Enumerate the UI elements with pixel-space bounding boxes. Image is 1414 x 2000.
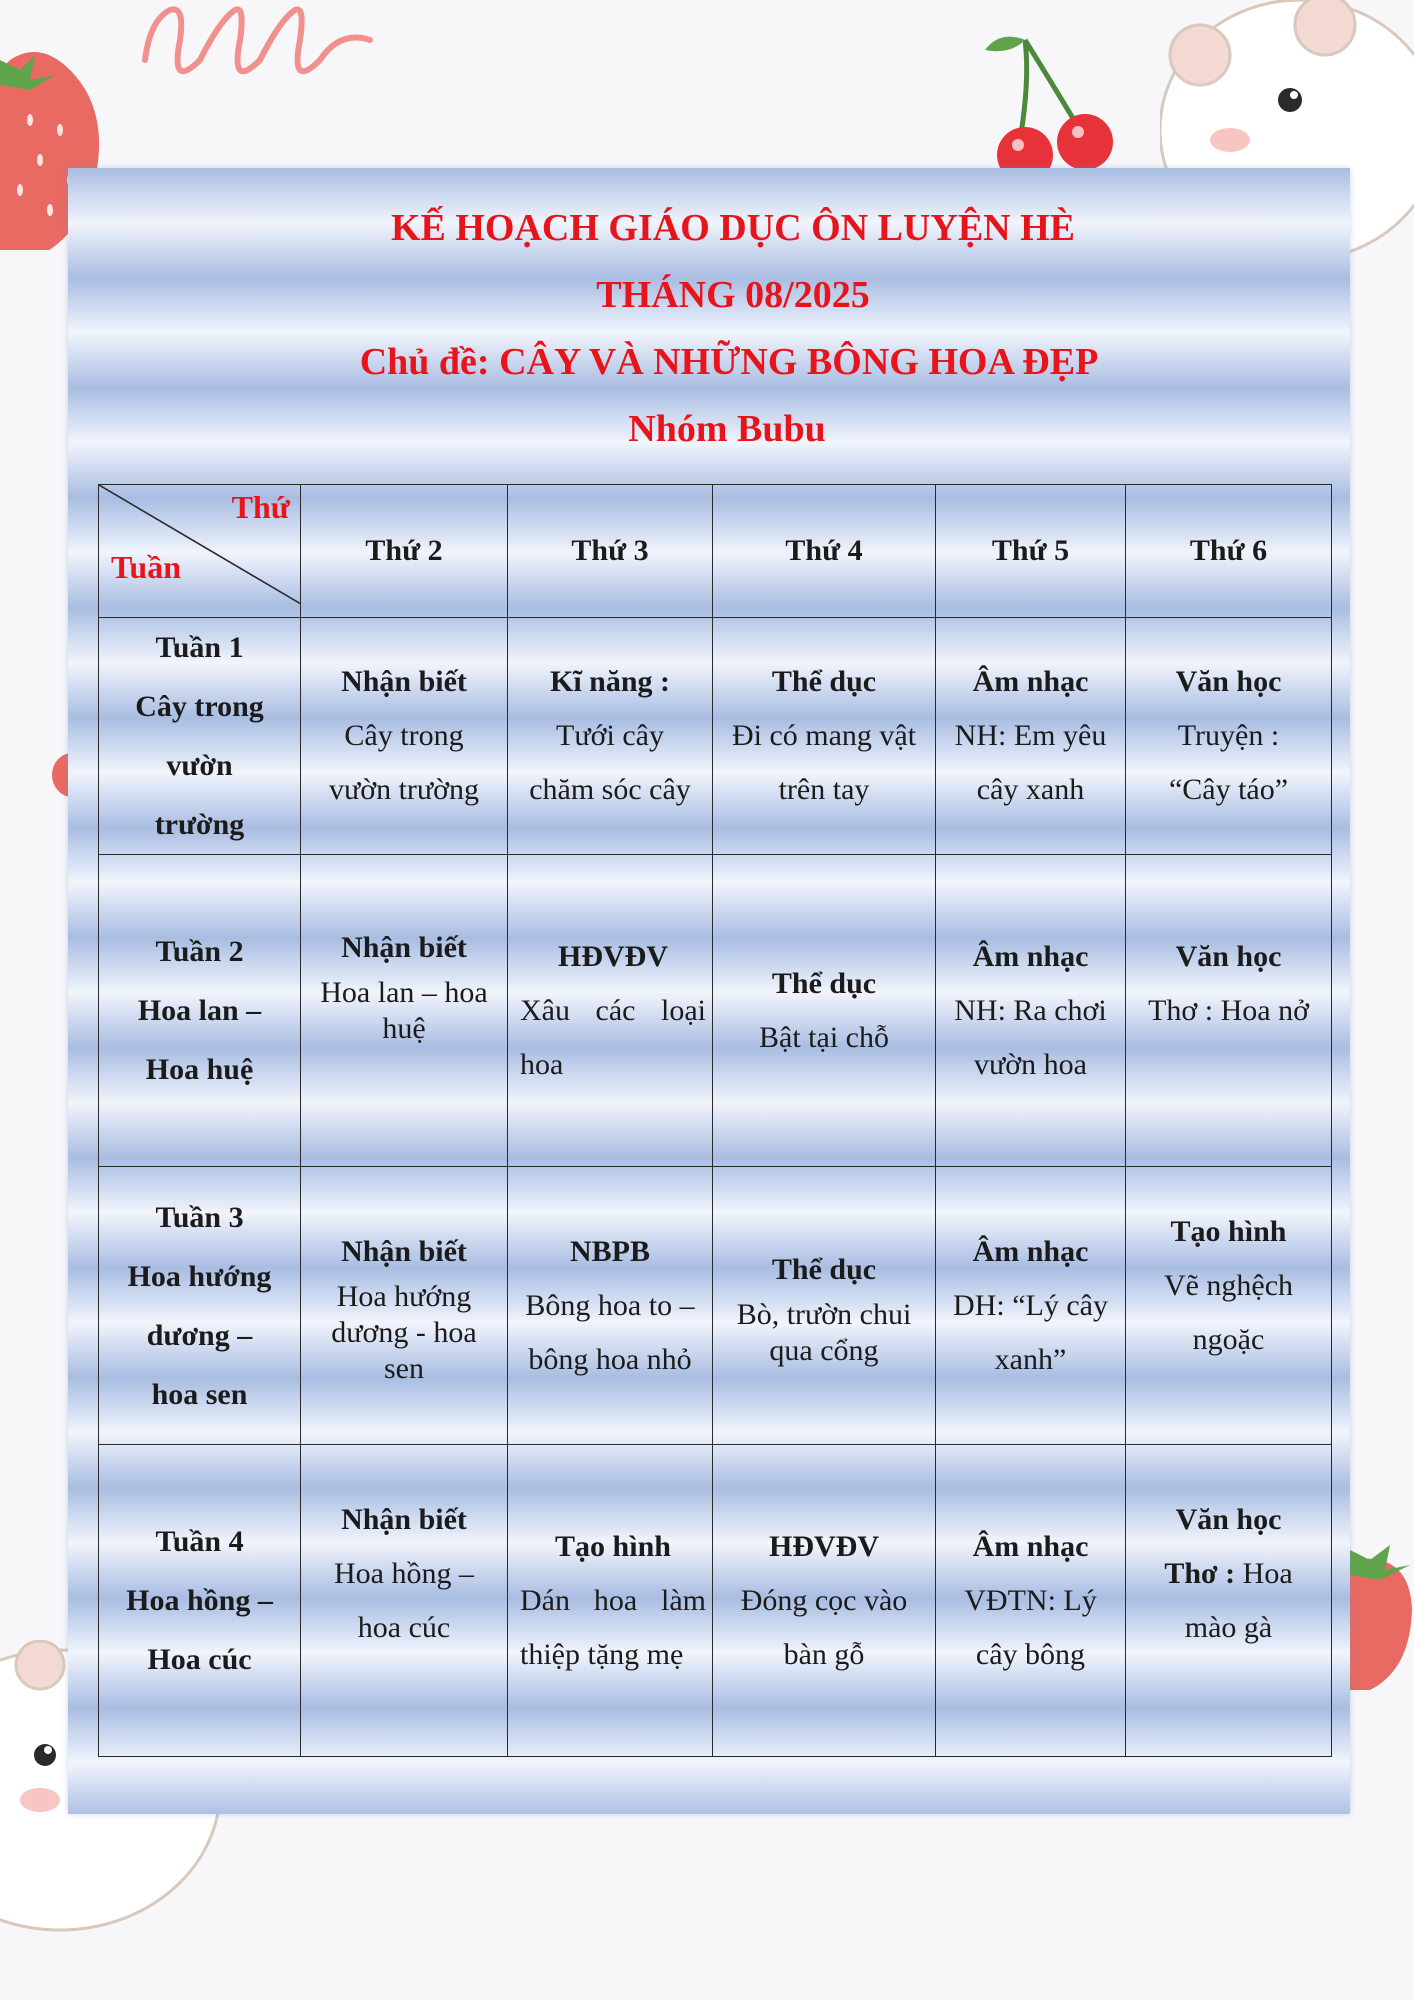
week-theme-line: Hoa huệ: [145, 1053, 254, 1086]
day-header: Thứ 3: [508, 485, 713, 618]
title-block: [68, 208, 1350, 476]
activity-subject: Âm nhạc: [972, 1529, 1089, 1563]
activity-cell: [713, 1445, 936, 1757]
corner-week-label: Tuần: [111, 549, 181, 585]
activity-cell: [1126, 618, 1332, 855]
week-theme-line: trường: [154, 808, 245, 841]
activity-subject: Thể dục: [771, 1252, 877, 1286]
activity-cell: [508, 618, 713, 855]
cherry-illustration: [980, 30, 1120, 180]
week-theme-line: Hoa hướng: [127, 1259, 272, 1293]
activity-text: Truyện :: [1177, 719, 1280, 752]
activity-text: cây xanh: [976, 773, 1085, 806]
activity-text: Đóng cọc vào: [740, 1583, 908, 1617]
activity-cell: [1126, 1167, 1332, 1445]
activity-subject: Âm nhạc: [972, 939, 1089, 973]
activity-text: DH: “Lý cây: [953, 1288, 1108, 1322]
activity-subject: NBPB: [569, 1234, 650, 1268]
schedule-table: [98, 484, 1332, 1757]
activity-text: NH: Em yêu: [954, 719, 1107, 752]
activity-text: VĐTN: Lý: [964, 1583, 1097, 1617]
day-header: Thứ 5: [936, 485, 1126, 618]
activity-text: trên tay: [778, 773, 870, 806]
activity-cell: [508, 1445, 713, 1757]
activity-text: Đi có mang vật: [731, 719, 917, 752]
activity-cell: [1126, 1445, 1332, 1757]
week-theme-line: hoa sen: [151, 1377, 248, 1411]
activity-text: Hoa hồng –: [334, 1556, 474, 1590]
day-header: Thứ 4: [713, 485, 936, 618]
activity-text: Hoa lan – hoa: [320, 975, 488, 1009]
activity-cell: [1126, 855, 1332, 1167]
doodle-loops: [140, 0, 380, 120]
activity-text: vườn hoa: [974, 1047, 1087, 1081]
week-row: [99, 855, 1332, 1167]
activity-subject: Thể dục: [771, 665, 877, 698]
activity-cell: [713, 1167, 936, 1445]
week-theme-line: Hoa cúc: [147, 1643, 252, 1676]
activity-text: ngoặc: [1192, 1322, 1265, 1356]
week-label: Tuần 4: [155, 1525, 244, 1558]
activity-text: Vẽ nghệch: [1163, 1268, 1294, 1302]
plan-panel: [68, 168, 1350, 1814]
activity-text: xanh”: [994, 1342, 1067, 1376]
activity-text: Dán hoa làm: [520, 1583, 706, 1617]
activity-cell: [713, 618, 936, 855]
activity-subject: Văn học: [1175, 665, 1282, 698]
activity-subject: Tạo hình: [1170, 1214, 1287, 1248]
activity-text: vườn trường: [328, 773, 480, 806]
activity-subject: Tạo hình: [555, 1529, 671, 1563]
activity-cell: [936, 855, 1126, 1167]
week-theme-line: vườn: [166, 749, 233, 782]
activity-text: hoa: [520, 1047, 564, 1081]
corner-cell: [99, 485, 301, 618]
activity-subject: Văn học: [1175, 1502, 1282, 1536]
activity-text: Cây trong: [344, 719, 464, 752]
activity-text: Bò, trườn chui: [736, 1297, 912, 1331]
activity-cell: [936, 1167, 1126, 1445]
activity-cell: [508, 1167, 713, 1445]
activity-text: huệ: [382, 1011, 426, 1045]
activity-text: cây bông: [975, 1637, 1086, 1671]
week-theme-line: dương –: [146, 1318, 253, 1352]
activity-text: mào gà: [1184, 1610, 1273, 1644]
activity-subject: Văn học: [1175, 939, 1282, 973]
document-topic: Chủ đề: CÂY VÀ NHỮNG BÔNG HOA ĐẸP: [359, 341, 1099, 383]
activity-subject: Nhận biết: [341, 665, 467, 698]
activity-text: Thơ : Hoa nở: [1148, 993, 1309, 1027]
activity-text: chăm sóc cây: [529, 773, 691, 806]
table-header-row: [99, 485, 1332, 618]
activity-subject: HĐVĐV: [769, 1529, 879, 1563]
week-label-cell: [99, 1445, 301, 1757]
activity-text: bông hoa nhỏ: [528, 1342, 692, 1376]
activity-cell: [936, 1445, 1126, 1757]
activity-cell: [301, 618, 508, 855]
activity-subject: HĐVĐV: [558, 939, 668, 973]
week-label-cell: [99, 855, 301, 1167]
week-row: [99, 618, 1332, 855]
week-label: Tuần 1: [155, 631, 244, 664]
week-row: [99, 1445, 1332, 1757]
activity-text: Xâu các loại: [520, 993, 706, 1027]
activity-text: qua cổng: [769, 1333, 879, 1367]
activity-text: Bật tại chỗ: [759, 1020, 889, 1054]
week-theme-line: Hoa hồng –: [126, 1584, 273, 1617]
activity-text: NH: Ra chơi: [954, 993, 1107, 1027]
activity-subject: Âm nhạc: [972, 665, 1089, 698]
activity-subject: Kĩ năng :: [549, 665, 671, 698]
activity-subject: Nhận biết: [341, 1502, 467, 1536]
day-header: Thứ 6: [1126, 485, 1332, 618]
activity-text: bàn gỗ: [783, 1637, 865, 1671]
activity-text: Bông hoa to –: [525, 1288, 695, 1322]
day-header: Thứ 2: [301, 485, 508, 618]
week-label-cell: [99, 618, 301, 855]
document-title: KẾ HOẠCH GIÁO DỤC ÔN LUYỆN HÈ: [390, 207, 1076, 249]
week-label: Tuần 3: [155, 1200, 244, 1234]
activity-subject: Nhận biết: [341, 1234, 467, 1268]
activity-subject: Nhận biết: [341, 930, 467, 964]
activity-subject: Thể dục: [771, 966, 877, 1000]
activity-cell: [713, 855, 936, 1167]
document-group: Nhóm Bubu: [628, 408, 826, 450]
activity-subject: Âm nhạc: [972, 1234, 1089, 1268]
activity-cell: [301, 1445, 508, 1757]
activity-text: thiệp tặng mẹ: [520, 1637, 684, 1671]
week-row: [99, 1167, 1332, 1445]
activity-cell: [508, 855, 713, 1167]
document-month: THÁNG 08/2025: [596, 274, 870, 316]
week-theme-line: Cây trong: [135, 690, 264, 723]
activity-text: Hoa hướng: [336, 1279, 472, 1313]
activity-text: Thơ : Hoa: [1164, 1556, 1293, 1590]
activity-cell: [301, 855, 508, 1167]
activity-cell: [301, 1167, 508, 1445]
activity-text: hoa cúc: [357, 1610, 451, 1644]
activity-text: Tưới cây: [556, 719, 664, 752]
activity-cell: [936, 618, 1126, 855]
activity-text: “Cây táo”: [1168, 773, 1289, 806]
activity-text: sen: [384, 1351, 424, 1385]
activity-text: dương - hoa: [331, 1315, 477, 1349]
week-label-cell: [99, 1167, 301, 1445]
corner-day-label: Thứ: [231, 489, 290, 525]
week-theme-line: Hoa lan –: [137, 994, 262, 1027]
week-label: Tuần 2: [155, 935, 244, 968]
